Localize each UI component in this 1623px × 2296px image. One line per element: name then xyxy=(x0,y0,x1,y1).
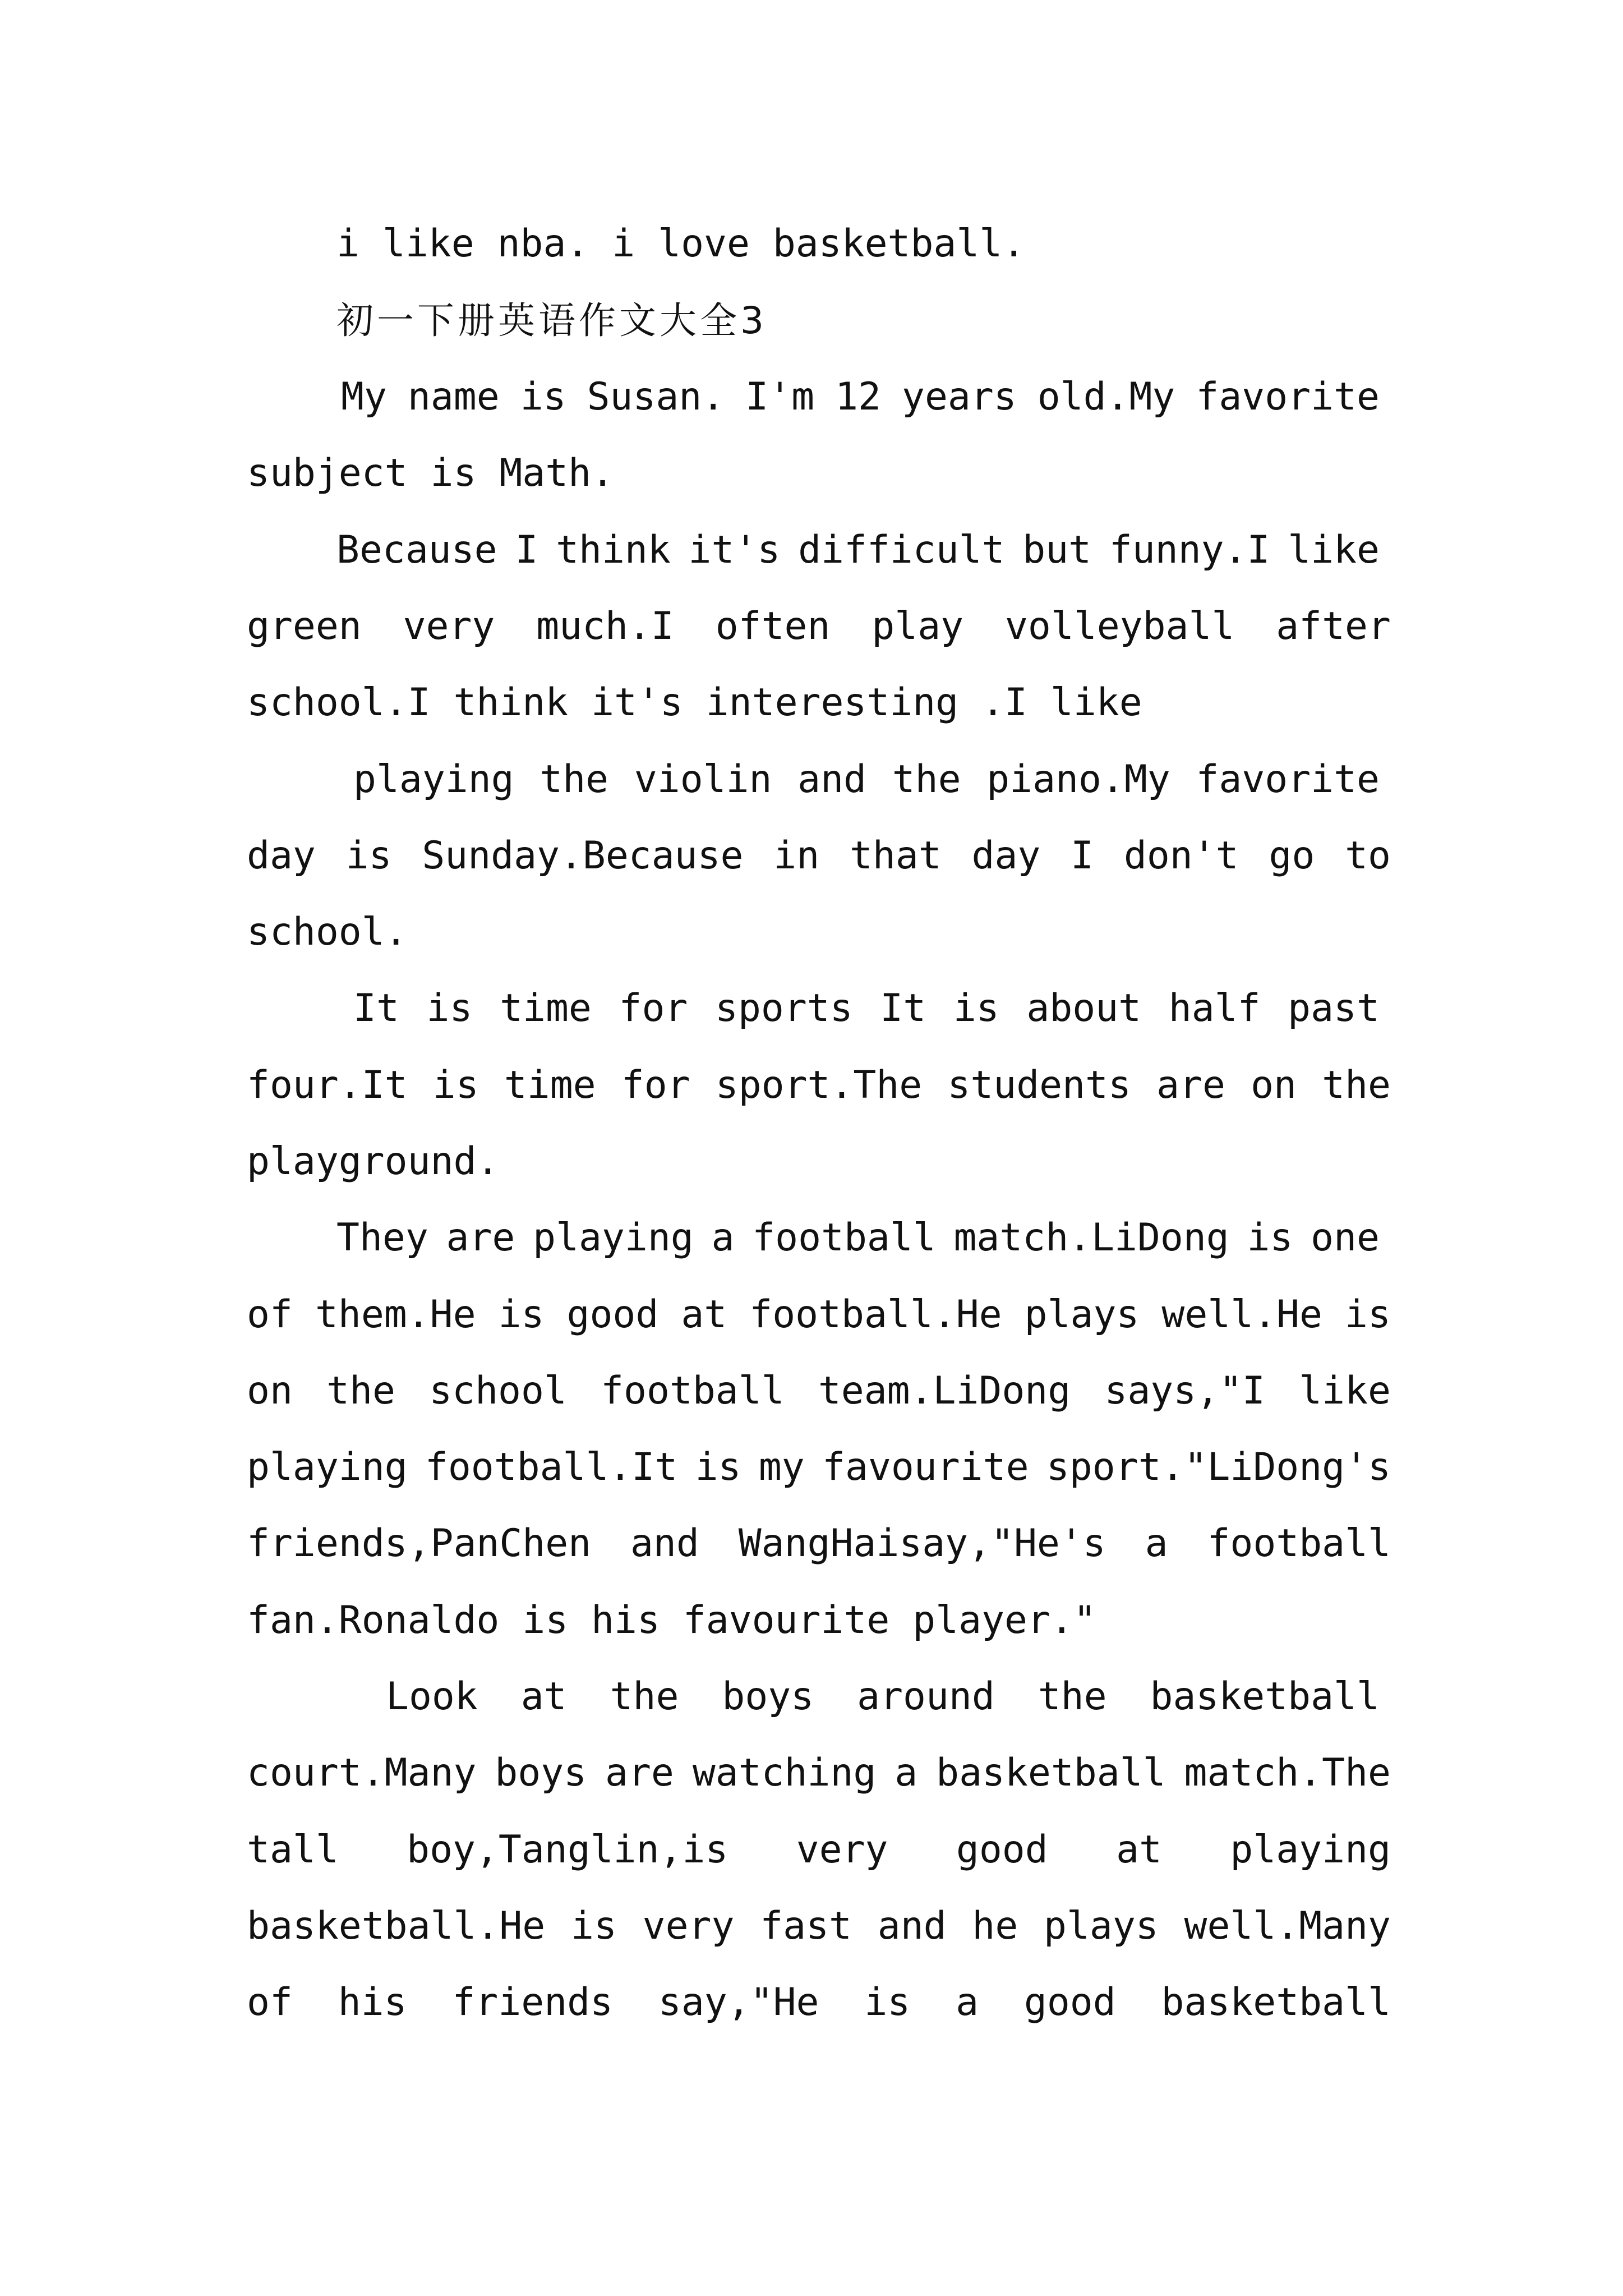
word: much.I xyxy=(536,604,674,648)
word: is xyxy=(695,1445,741,1489)
word: plays xyxy=(1044,1904,1159,1948)
word: funny.I xyxy=(1109,528,1270,572)
word: Susan. xyxy=(587,375,725,419)
text-line-4: subject is Math. xyxy=(247,451,615,495)
text-line-19: fan.Ronaldo is his favourite player." xyxy=(247,1598,1096,1642)
word: tall xyxy=(247,1828,339,1872)
word: at xyxy=(1116,1828,1162,1872)
word: at xyxy=(520,1674,567,1719)
word: 12 xyxy=(835,375,881,419)
word: are xyxy=(1156,1063,1225,1107)
word: of xyxy=(247,1292,293,1337)
text-line-20 xyxy=(386,1672,1380,1722)
word: of xyxy=(247,1980,293,2024)
word: are xyxy=(446,1216,515,1260)
word: around xyxy=(857,1674,995,1719)
word: basketball.He xyxy=(247,1904,546,1948)
word: football xyxy=(752,1216,936,1260)
word: old.My xyxy=(1037,375,1175,419)
word: basketball xyxy=(1150,1674,1380,1719)
word: half xyxy=(1168,986,1261,1030)
word: good xyxy=(1023,1980,1116,2024)
word: basketball xyxy=(936,1751,1166,1795)
word: friends,PanChen xyxy=(247,1521,592,1566)
word: I'm xyxy=(745,375,815,419)
word: basketball xyxy=(1161,1980,1391,2024)
word: match.LiDong xyxy=(953,1216,1229,1260)
word: go xyxy=(1269,834,1315,878)
text-line-24 xyxy=(247,1977,1391,2028)
text-line-22 xyxy=(247,1825,1391,1875)
word: play xyxy=(872,604,964,648)
text-line-13: playground. xyxy=(247,1139,500,1184)
text-line-3 xyxy=(341,372,1380,422)
word: I xyxy=(515,528,538,572)
word: fast xyxy=(760,1904,852,1948)
word: school xyxy=(429,1369,567,1413)
word: match.The xyxy=(1184,1751,1391,1795)
word: playing xyxy=(533,1216,694,1260)
word: a xyxy=(1145,1521,1168,1566)
word: playing xyxy=(353,757,514,802)
word: think xyxy=(556,528,671,572)
word: piano.My xyxy=(986,757,1170,802)
word: favourite xyxy=(822,1445,1029,1489)
word: playing xyxy=(247,1445,408,1489)
word: WangHaisay,"He's xyxy=(738,1521,1106,1566)
word: team.LiDong xyxy=(818,1369,1071,1413)
word: the xyxy=(1038,1674,1107,1719)
word: sport.The xyxy=(715,1063,923,1107)
word: say,"He xyxy=(658,1980,819,2024)
text-line-12 xyxy=(247,1060,1391,1111)
word: says,"I xyxy=(1104,1369,1265,1413)
text-line-14 xyxy=(336,1213,1380,1263)
word: is xyxy=(953,986,999,1030)
word: a xyxy=(711,1216,735,1260)
word: years xyxy=(902,375,1017,419)
word: volleyball xyxy=(1004,604,1235,648)
word: favorite xyxy=(1196,375,1380,419)
word: boys xyxy=(495,1751,587,1795)
word: four.It xyxy=(247,1063,408,1107)
word: football xyxy=(1207,1521,1391,1566)
word: name xyxy=(407,375,500,419)
word: friends xyxy=(452,1980,614,2024)
word: them.He xyxy=(315,1292,476,1337)
word: boy,Tanglin,is xyxy=(407,1828,728,1872)
word: the xyxy=(326,1369,395,1413)
word: They xyxy=(336,1216,428,1260)
word: day xyxy=(971,834,1041,878)
text-line-21 xyxy=(247,1748,1391,1798)
word: green xyxy=(247,604,362,648)
word: one xyxy=(1311,1216,1380,1260)
word: for xyxy=(619,986,688,1030)
word: often xyxy=(715,604,831,648)
word: is xyxy=(1345,1292,1391,1337)
word: past xyxy=(1288,986,1380,1030)
text-line-16 xyxy=(247,1366,1391,1416)
word: the xyxy=(610,1674,679,1719)
word: for xyxy=(621,1063,690,1107)
word: are xyxy=(605,1751,674,1795)
word: very xyxy=(796,1828,888,1872)
word: but xyxy=(1022,528,1092,572)
word: a xyxy=(956,1980,979,2024)
word: well.Many xyxy=(1184,1904,1391,1948)
word: Because xyxy=(336,528,497,572)
text-line-15 xyxy=(247,1290,1391,1340)
word: playing xyxy=(1230,1828,1391,1872)
word: to xyxy=(1345,834,1391,878)
word: is xyxy=(1247,1216,1293,1260)
text-line-1: i like nba. i love basketball. xyxy=(336,222,1026,266)
word: difficult xyxy=(798,528,1005,572)
word: the xyxy=(892,757,961,802)
word: the xyxy=(1322,1063,1391,1107)
word: very xyxy=(403,604,495,648)
word: is xyxy=(571,1904,617,1948)
word: and xyxy=(797,757,866,802)
word: day xyxy=(247,834,316,878)
text-line-9 xyxy=(247,831,1391,881)
word: is xyxy=(864,1980,911,2024)
text-line-8 xyxy=(353,754,1380,805)
word: football.It xyxy=(425,1445,678,1489)
word: like xyxy=(1299,1369,1391,1413)
word: my xyxy=(758,1445,805,1489)
text-line-18 xyxy=(247,1519,1391,1569)
word: It xyxy=(880,986,926,1030)
word: favorite xyxy=(1196,757,1380,802)
word: time xyxy=(504,1063,596,1107)
word: court.Many xyxy=(247,1751,477,1795)
text-line-6 xyxy=(247,601,1391,652)
word: boys xyxy=(722,1674,814,1719)
word: It xyxy=(353,986,399,1030)
word: time xyxy=(500,986,592,1030)
word: watching xyxy=(692,1751,877,1795)
word: Sunday.Because xyxy=(422,834,744,878)
word: very xyxy=(642,1904,735,1948)
word: is xyxy=(426,986,473,1030)
word: My xyxy=(341,375,387,419)
word: good xyxy=(956,1828,1048,1872)
word: good xyxy=(566,1292,659,1337)
word: he xyxy=(972,1904,1018,1948)
word: students xyxy=(947,1063,1131,1107)
word: football xyxy=(601,1369,785,1413)
word: plays xyxy=(1024,1292,1140,1337)
word: about xyxy=(1026,986,1142,1030)
word: is xyxy=(432,1063,479,1107)
text-line-5 xyxy=(336,525,1380,576)
word: is xyxy=(498,1292,545,1337)
text-line-17 xyxy=(247,1442,1391,1493)
word: that xyxy=(849,834,942,878)
word: football.He xyxy=(749,1292,1002,1337)
word: on xyxy=(1251,1063,1297,1107)
word: violin xyxy=(634,757,772,802)
text-line-11 xyxy=(353,983,1380,1034)
word: his xyxy=(338,1980,407,2024)
text-line-23 xyxy=(247,1901,1391,1952)
word: is xyxy=(520,375,566,419)
word: is xyxy=(345,834,392,878)
word: sport."LiDong's xyxy=(1046,1445,1391,1489)
text-line-10: school. xyxy=(247,910,408,954)
word: sports xyxy=(715,986,853,1030)
word: and xyxy=(630,1521,699,1566)
word: at xyxy=(681,1292,727,1337)
word: I xyxy=(1071,834,1094,878)
word: a xyxy=(895,1751,918,1795)
word: don't xyxy=(1123,834,1239,878)
word: and xyxy=(877,1904,947,1948)
word: it's xyxy=(688,528,781,572)
text-line-7: school.I think it's interesting .I like xyxy=(247,680,1142,725)
section-heading: 初一下册英语作文大全3 xyxy=(336,299,767,342)
word: like xyxy=(1288,528,1380,572)
word: Look xyxy=(386,1674,478,1719)
word: in xyxy=(773,834,820,878)
word: well.He xyxy=(1161,1292,1322,1337)
word: after xyxy=(1276,604,1391,648)
word: the xyxy=(540,757,609,802)
word: on xyxy=(247,1369,293,1413)
